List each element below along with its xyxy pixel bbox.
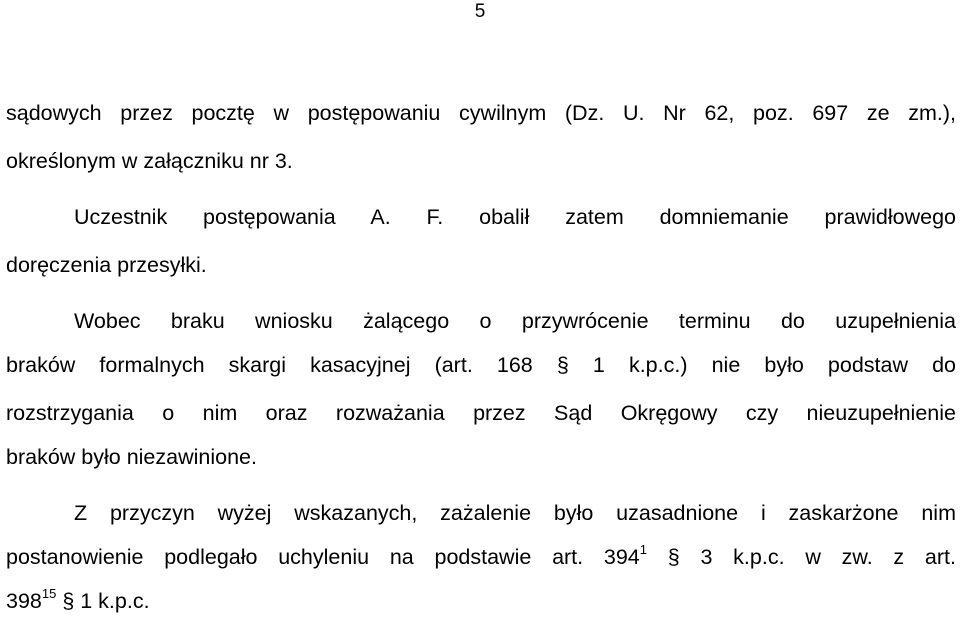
paragraph-line-2: określonym w załączniku nr 3. — [6, 149, 293, 173]
paragraph-line-5: Wobec braku wniosku żalącego o przywrócenie terminu do uzupełnienia — [74, 309, 956, 333]
paragraph-line-4: doręczenia przesyłki. — [6, 253, 207, 277]
line-11-text-before: 398 — [6, 589, 42, 613]
paragraph-line-7: rozstrzygania o nim oraz rozważania przez Sąd Okręgowy czy nieuzupełnienie — [6, 401, 956, 425]
line-10-text-before: postanowienie podlegało uchyleniu na podstawie art. 394 — [6, 545, 640, 569]
line-11-superscript: 15 — [41, 586, 57, 601]
paragraph-line-8: braków było niezawinione. — [6, 445, 257, 469]
page-number: 5 — [474, 1, 486, 22]
paragraph-line-11 — [6, 588, 956, 617]
paragraph-line-3: Uczestnik postępowania A. F. obalił zatem domniemanie prawidłowego — [74, 205, 956, 229]
line-10-text-after: § 3 k.p.c. w zw. z art. — [647, 545, 956, 569]
line-11-text-after: § 1 k.p.c. — [56, 589, 150, 613]
paragraph-line-6: braków formalnych skargi kasacyjnej (art. 168 § 1 k.p.c.) nie było podstaw do — [6, 353, 956, 377]
line-10-superscript: 1 — [639, 542, 647, 557]
paragraph-line-9: Z przyczyn wyżej wskazanych, zażalenie było uzasadnione i zaskarżone nim — [74, 501, 956, 525]
paragraph-line-1: sądowych przez pocztę w postępowaniu cywilnym (Dz. U. Nr 62, poz. 697 ze zm.), — [6, 101, 956, 125]
paragraph-line-10 — [6, 544, 956, 573]
